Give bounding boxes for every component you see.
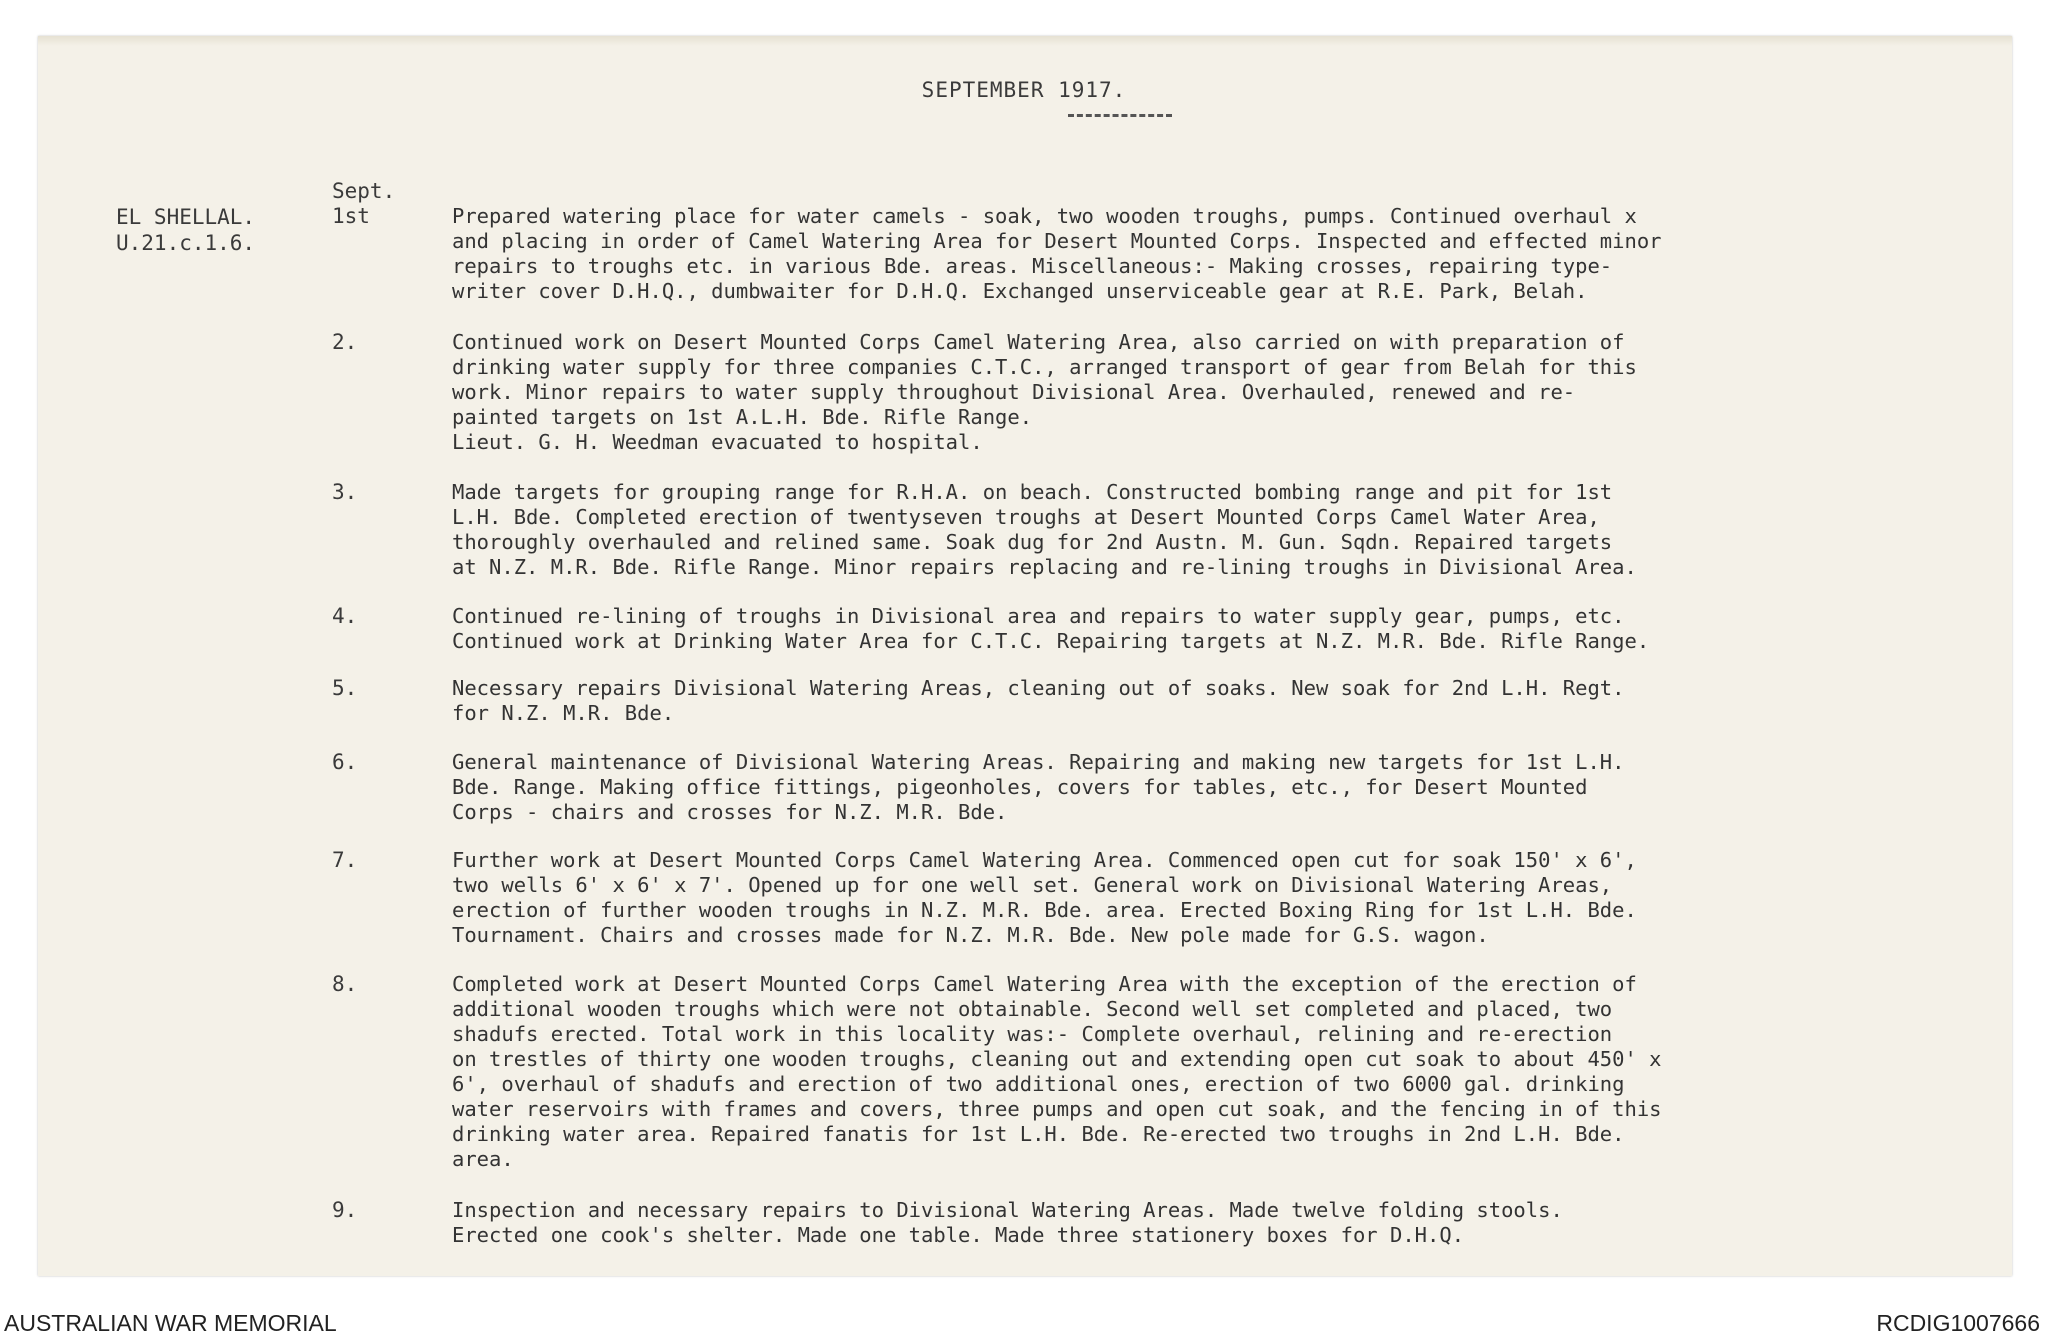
footer-source: AUSTRALIAN WAR MEMORIAL	[4, 1310, 337, 1336]
entry-line: two wells 6' x 6' x 7'. Opened up for one well set. General work on Divisional Watering Areas,	[452, 873, 1613, 897]
entry-line: Continued re-lining of troughs in Divisional area and repairs to water supply gear, pumps, etc.	[452, 604, 1625, 628]
footer-record-id: RCDIG1007666	[1876, 1310, 2040, 1336]
entry-text	[452, 204, 1912, 304]
entry-line: Necessary repairs Divisional Watering Areas, cleaning out of soaks. New soak for 2nd L.H. Regt.	[452, 676, 1625, 700]
location-block	[116, 204, 255, 256]
entry-line: Continued work on Desert Mounted Corps Camel Watering Area, also carried on with preparation of	[452, 330, 1625, 354]
entry-text	[452, 330, 1912, 455]
entry-line: Further work at Desert Mounted Corps Camel Watering Area. Commenced open cut for soak 150' x 6',	[452, 848, 1637, 872]
entry-day: 9.	[332, 1198, 358, 1222]
entry-text	[452, 1198, 1912, 1248]
entry-line: area.	[452, 1147, 514, 1171]
entry-line: water reservoirs with frames and covers, three pumps and open cut soak, and the fencing in of this	[452, 1097, 1662, 1121]
entry-day: 1st	[332, 204, 370, 228]
entry-day: 3.	[332, 480, 358, 504]
location-name: EL SHELLAL.	[116, 205, 256, 229]
entry-line: on trestles of thirty one wooden troughs, cleaning out and extending open cut soak to about 450' x	[452, 1047, 1662, 1071]
entry-line: Prepared watering place for water camels - soak, two wooden troughs, pumps. Continued overhaul x	[452, 204, 1637, 228]
entry-text	[452, 750, 1912, 825]
entry-line: thoroughly overhauled and relined same. Soak dug for 2nd Austn. M. Gun. Sqdn. Repaired targets	[452, 530, 1613, 554]
entry-line: Made targets for grouping range for R.H.A. on beach. Constructed bombing range and pit for 1st	[452, 480, 1613, 504]
entry-line: erection of further wooden troughs in N.Z. M.R. Bde. area. Erected Boxing Ring for 1st L.H. Bde.	[452, 898, 1637, 922]
entry-line: Continued work at Drinking Water Area for C.T.C. Repairing targets at N.Z. M.R. Bde. Rifle Range.	[452, 629, 1650, 653]
entry-day: 7.	[332, 848, 358, 872]
entry-line: at N.Z. M.R. Bde. Rifle Range. Minor repairs replacing and re-lining troughs in Divisional Area.	[452, 555, 1637, 579]
entry-text	[452, 972, 1912, 1172]
entry-line: L.H. Bde. Completed erection of twentyseven troughs at Desert Mounted Corps Camel Water Area,	[452, 505, 1600, 529]
entry-line: Bde. Range. Making office fittings, pigeonholes, covers for tables, etc., for Desert Mounted	[452, 775, 1588, 799]
month-label: Sept.	[332, 179, 396, 203]
entry-line: 6', overhaul of shadufs and erection of two additional ones, erection of two 6000 gal. drinking	[452, 1072, 1625, 1096]
entry-text	[452, 480, 1912, 580]
entry-line: repairs to troughs etc. in various Bde. areas. Miscellaneous:- Making crosses, repairing type-	[452, 254, 1613, 278]
title-underline	[1068, 114, 1172, 117]
entry-line: Lieut. G. H. Weedman evacuated to hospital.	[452, 430, 983, 454]
entry-line: Inspection and necessary repairs to Divisional Watering Areas. Made twelve folding stools.	[452, 1198, 1563, 1222]
entry-line: drinking water area. Repaired fanatis for 1st L.H. Bde. Re-erected two troughs in 2nd L.H. Bde.	[452, 1122, 1625, 1146]
grid-reference: U.21.c.1.6.	[116, 231, 256, 255]
entry-day: 6.	[332, 750, 358, 774]
entry-day: 4.	[332, 604, 358, 628]
entry-day: 8.	[332, 972, 358, 996]
entry-line: for N.Z. M.R. Bde.	[452, 701, 675, 725]
entry-line: shadufs erected. Total work in this locality was:- Complete overhaul, relining and re-erection	[452, 1022, 1613, 1046]
entry-line: Tournament. Chairs and crosses made for N.Z. M.R. Bde. New pole made for G.S. wagon.	[452, 923, 1489, 947]
entry-text	[452, 676, 1912, 726]
entry-day: 5.	[332, 676, 358, 700]
entry-line: painted targets on 1st A.L.H. Bde. Rifle Range.	[452, 405, 1033, 429]
entry-line: and placing in order of Camel Watering Area for Desert Mounted Corps. Inspected and effected minor	[452, 229, 1662, 253]
entry-line: Completed work at Desert Mounted Corps Camel Watering Area with the exception of the erection of	[452, 972, 1637, 996]
entry-text	[452, 848, 1912, 948]
entry-text	[452, 604, 1912, 654]
entry-line: drinking water supply for three companies C.T.C., arranged transport of gear from Belah for this	[452, 355, 1637, 379]
entry-day: 2.	[332, 330, 358, 354]
entry-line: Erected one cook's shelter. Made one table. Made three stationery boxes for D.H.Q.	[452, 1223, 1465, 1247]
entry-line: additional wooden troughs which were not obtainable. Second well set completed and placed, two	[452, 997, 1613, 1021]
page-title: SEPTEMBER 1917.	[921, 78, 1127, 102]
entry-line: Corps - chairs and crosses for N.Z. M.R. Bde.	[452, 800, 1008, 824]
entry-line: General maintenance of Divisional Watering Areas. Repairing and making new targets for 1st L.H.	[452, 750, 1625, 774]
entry-line: work. Minor repairs to water supply throughout Divisional Area. Overhauled, renewed and re-	[452, 380, 1576, 404]
entry-line: writer cover D.H.Q., dumbwaiter for D.H.Q. Exchanged unserviceable gear at R.E. Park, Belah.	[452, 279, 1588, 303]
